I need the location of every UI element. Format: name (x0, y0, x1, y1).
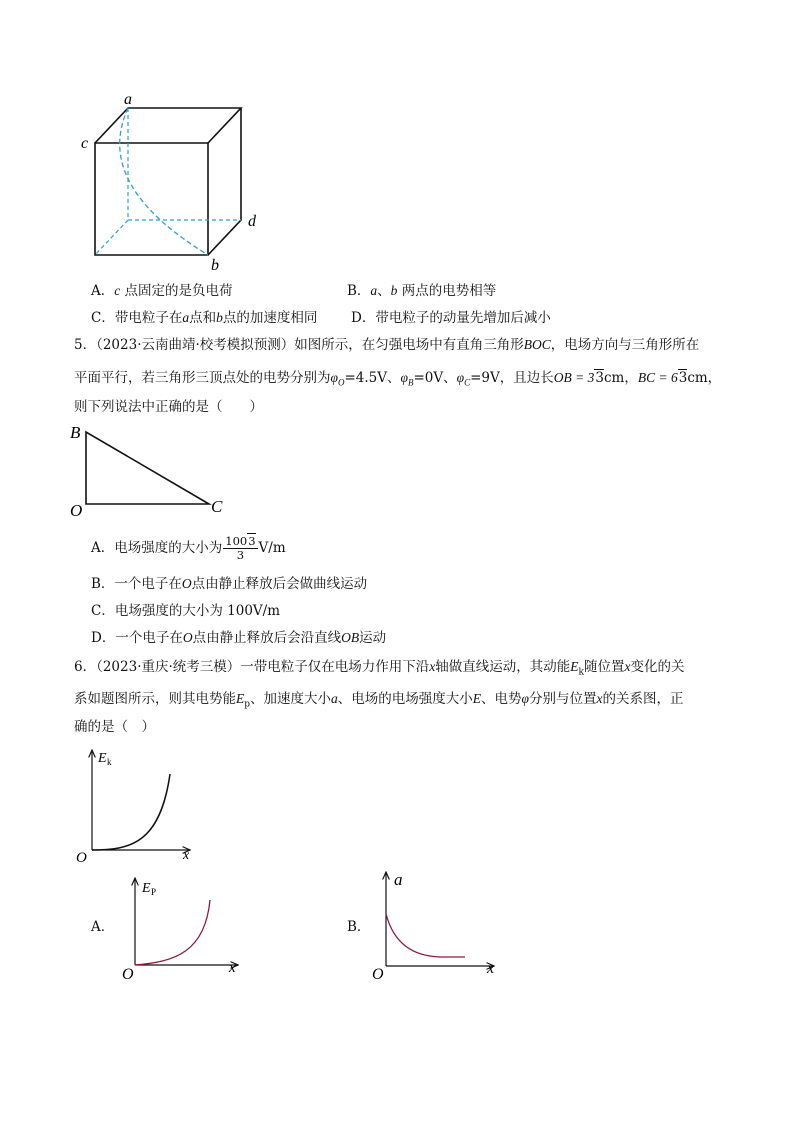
cube-front-face (95, 143, 208, 255)
a-xlabel: x (487, 960, 495, 977)
ep-curve (135, 900, 210, 965)
ek-ylabel-sub: k (107, 757, 112, 767)
ep-ylabel-sub: P (151, 887, 157, 897)
q4-option-d[interactable]: D．带电粒子的动量先增加后减小 (351, 310, 551, 326)
ek-x-graph (70, 744, 200, 864)
ek-xlabel: x (183, 848, 190, 863)
q5-stem-line2: 平面平行，若三角形三顶点处的电势分别为$\varphi_O=4.5V$、$\varphi_B=0V$、$\varphi_C=9V$，且边长OB = 33cm，BC = 63cm， (74, 370, 722, 388)
q6-option-b[interactable]: B． (347, 919, 371, 935)
a-ylabel: a (394, 870, 403, 889)
q4-option-b[interactable]: B．a、b 两点的电势相等 (347, 283, 497, 299)
label-b: b (211, 257, 219, 274)
hidden-edge-diagonal (95, 220, 128, 255)
label-C: C (211, 497, 223, 516)
label-c: c (81, 135, 89, 152)
q5-option-c[interactable]: C．电场强度的大小为 100V/m (91, 603, 281, 619)
q4-option-a[interactable]: A．c 点固定的是负电荷 (91, 283, 233, 299)
q6-option-a[interactable]: A． (91, 919, 115, 935)
a-x-graph (368, 866, 503, 982)
q5-option-b[interactable]: B．一个电子在O点由静止释放后会做曲线运动 (91, 576, 368, 592)
q6-stem-line1: 6．（2023·重庆·统考三模）一带电粒子仅在电场力作用下沿x轴做直线运动，其动能$E_k$随位置x变化的关 (74, 659, 685, 678)
label-d: d (248, 213, 256, 230)
ek-origin: O (76, 850, 87, 864)
label-a: a (124, 91, 132, 108)
q6-stem-line3: 确的是（ ） (74, 719, 155, 735)
a-origin: O (372, 966, 384, 982)
q5-option-a[interactable]: A．电场强度的大小为 $\frac{1003}{3}$ V/m (91, 534, 286, 562)
q5-stem-line3: 则下列说法中正确的是（ ） (74, 399, 263, 415)
label-O: O (70, 501, 83, 520)
ep-xlabel: x (229, 960, 236, 976)
ep-origin: O (122, 966, 134, 982)
q6-stem-line2: 系如题图所示，则其电势能$E_p$、加速度大小a、电场的电场强度大小E、电势φ分别与位置x的关系图，正 (74, 691, 684, 710)
q5-option-d[interactable]: D．一个电子在O点由静止释放后会沿直线OB运动 (91, 630, 387, 646)
q4-option-c[interactable]: C．带电粒子在a点和b点的加速度相同 (91, 310, 318, 326)
ep-ylabel: E (142, 881, 151, 896)
triangle-boc (86, 432, 209, 504)
ep-x-graph (120, 872, 250, 982)
ek-curve (92, 774, 170, 850)
cube-figure (70, 88, 280, 278)
ek-ylabel: E (98, 751, 107, 766)
cube-right-face (208, 108, 241, 255)
particle-trajectory (120, 108, 208, 255)
a-curve (386, 914, 465, 957)
cube-top-face (95, 108, 241, 143)
triangle-figure (64, 420, 234, 520)
label-B: B (70, 423, 81, 442)
q5-stem-line1: 5．（2023·云南曲靖·校考模拟预测）如图所示，在匀强电场中有直角三角形BOC，电场方向与三角形所在 (74, 337, 700, 353)
